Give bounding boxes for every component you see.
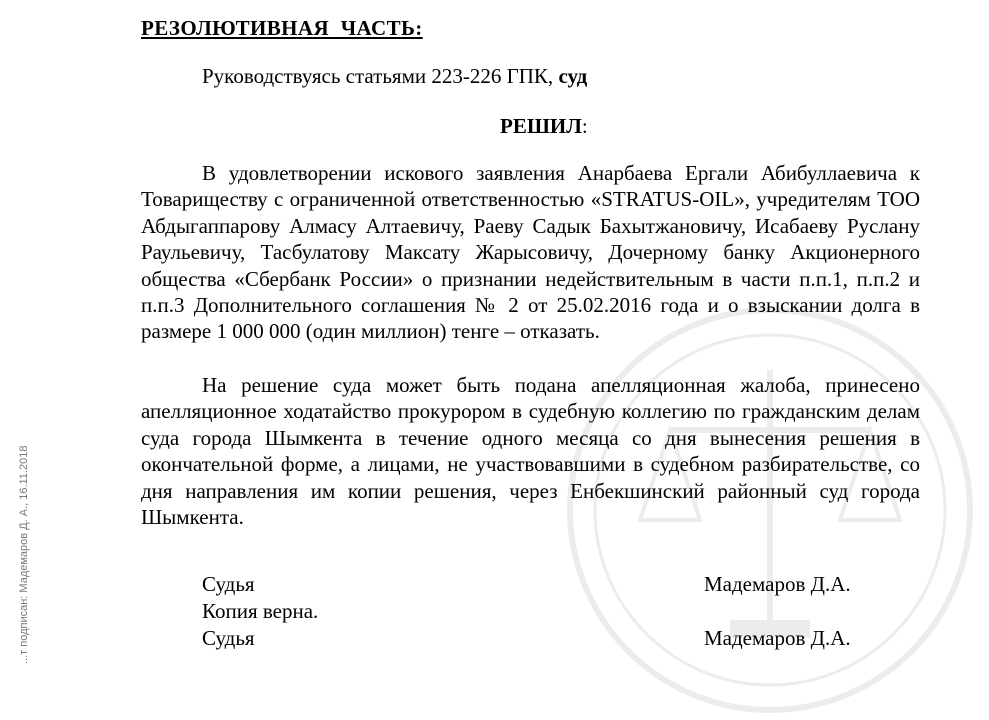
judge-name: Мадемаров Д.А. (704, 572, 851, 596)
guided-by-text: Руководствуясь статьями 223-226 ГПК, (202, 64, 559, 88)
copy-verified-label: Копия верна. (202, 599, 319, 623)
judge-label-copy: Судья (202, 626, 255, 650)
decided-word: РЕШИЛ (500, 114, 582, 138)
judge-name-copy: Мадемаров Д.А. (704, 626, 851, 650)
ruling-paragraph: В удовлетворении искового заявления Анарбаева Ергали Абибуллаевича к Товариществу с ограниченной ответственностью «STRATUS-OIL», учредителям ТОО Абдыгаппарову Алмасу Алтаевичу, Раеву Садык Бахытжановичу, Исабаеву Руслану Раульевичу, Тасбулатову Максату Жарысовичу, Дочерному банку Акционерного общества «Сбербанк России» о признании недействительным в части п.п.1, п.п.2 и п.п.3 Дополнительного соглашения № 2 от 25.02.2016 года и о взыскании долга в размере 1 000 000 (один миллион) тенге – отказать. (141, 161, 920, 344)
appeal-paragraph: На решение суда может быть подана апелляционная жалоба, принесено апелляционное ходатайство прокурором в судебную коллегию по гражданским делам суда города Шымкента в течение одного месяца со дня вынесения решения в окончательной форме, а лицами, не участвовавшими в судебном разбирательстве, со дня направления им копии решения, через Енбекшинский районный суд города Шымкента. (141, 373, 920, 530)
decided-heading (500, 114, 588, 139)
guided-by-line (202, 64, 587, 89)
section-heading: РЕЗОЛЮТИВНАЯ ЧАСТЬ: (141, 16, 423, 40)
digital-signature-stamp: ...т подписан: Мадемаров Д. А., 16.11.2018 (18, 445, 30, 664)
judge-label: Судья (202, 572, 255, 596)
decided-colon: : (581, 114, 588, 138)
court-word: суд (558, 64, 588, 88)
